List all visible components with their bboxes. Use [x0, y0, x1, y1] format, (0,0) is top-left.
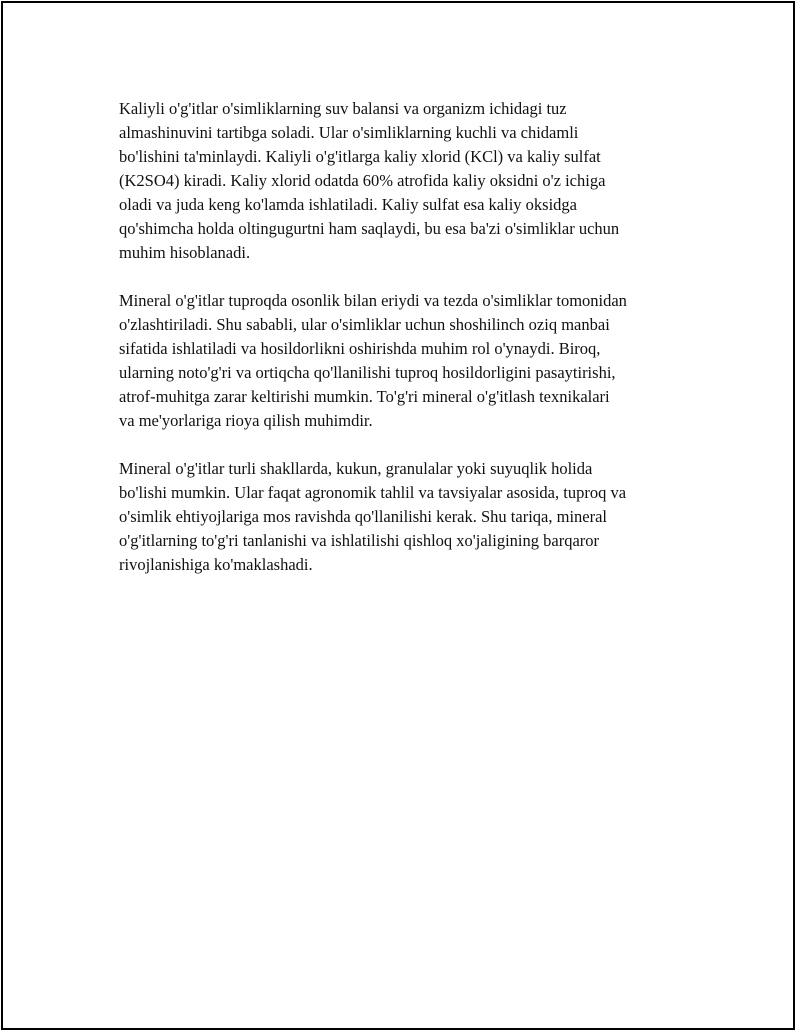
text-line: muhim hisoblanadi. [119, 243, 251, 262]
text-line: bo'lishi mumkin. Ular faqat agronomik tahlil va tavsiyalar asosida, tuproq va [119, 483, 627, 502]
text-line: bo'lishini ta'minlaydi. Kaliyli o'g'itlarga kaliy xlorid (KCl) va kaliy sulfat [119, 147, 601, 166]
paragraph-potash-fertilizers [119, 97, 699, 265]
text-line: atrof-muhitga zarar keltirishi mumkin. To'g'ri mineral o'g'itlash texnikalari [119, 387, 610, 406]
text-line: almashinuvini tartibga soladi. Ular o'simliklarning kuchli va chidamli [119, 123, 579, 142]
document-page [1, 1, 795, 1030]
text-line: oladi va juda keng ko'lamda ishlatiladi. Kaliy sulfat esa kaliy oksidga [119, 195, 577, 214]
text-line: Mineral o'g'itlar tuproqda osonlik bilan eriydi va tezda o'simliklar tomonidan [119, 291, 627, 310]
text-line: o'zlashtiriladi. Shu sababli, ular o'simliklar uchun shoshilinch oziq manbai [119, 315, 610, 334]
text-line: rivojlanishiga ko'maklashadi. [119, 555, 313, 574]
text-line: sifatida ishlatiladi va hosildorlikni oshirishda muhim rol o'ynaydi. Biroq, [119, 339, 601, 358]
paragraph-fertilizer-forms [119, 457, 699, 577]
text-line: Mineral o'g'itlar turli shakllarda, kukun, granulalar yoki suyuqlik holida [119, 459, 593, 478]
text-line: Kaliyli o'g'itlar o'simliklarning suv balansi va organizm ichidagi tuz [119, 99, 567, 118]
paragraph-mineral-fertilizer-use [119, 289, 699, 433]
document-body [119, 97, 699, 601]
text-line: ularning noto'g'ri va ortiqcha qo'llanilishi tuproq hosildorligini pasaytirishi, [119, 363, 616, 382]
text-line: (K2SO4) kiradi. Kaliy xlorid odatda 60% atrofida kaliy oksidni o'z ichiga [119, 171, 606, 190]
text-line: o'g'itlarning to'g'ri tanlanishi va ishlatilishi qishloq xo'jaligining barqaror [119, 531, 600, 550]
text-line: o'simlik ehtiyojlariga mos ravishda qo'llanilishi kerak. Shu tariqa, mineral [119, 507, 608, 526]
text-line: qo'shimcha holda oltingugurtni ham saqlaydi, bu esa ba'zi o'simliklar uchun [119, 219, 620, 238]
text-line: va me'yorlariga rioya qilish muhimdir. [119, 411, 373, 430]
